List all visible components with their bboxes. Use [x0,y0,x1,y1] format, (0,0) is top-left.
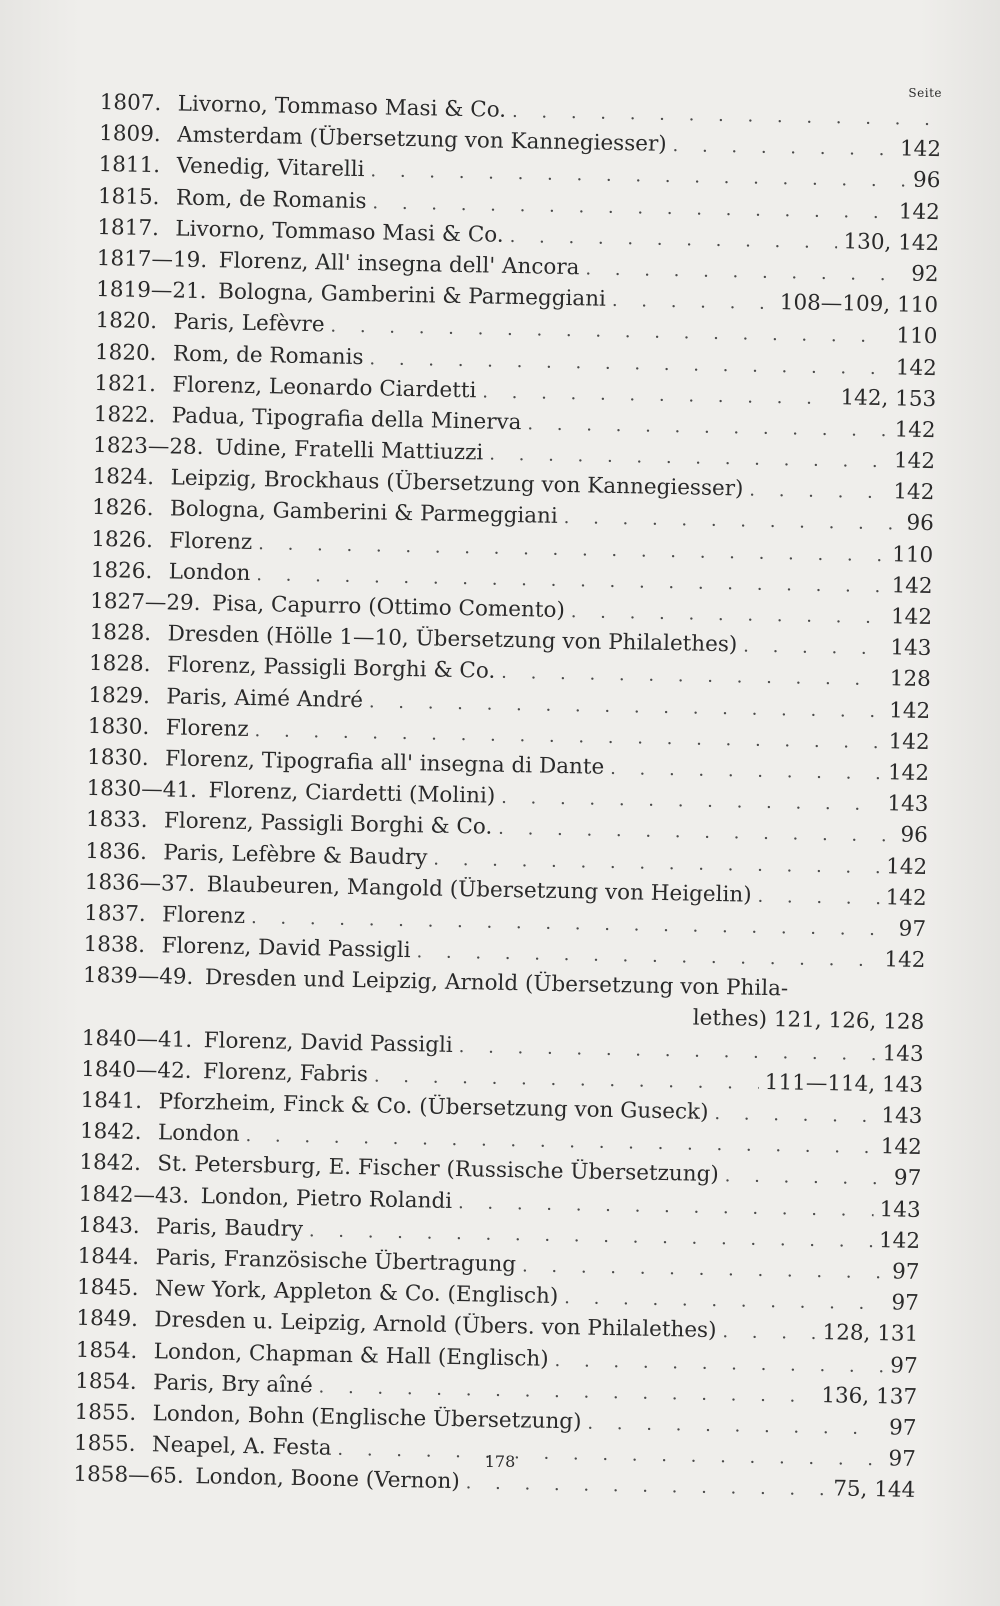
edition-publisher: Florenz [169,528,253,555]
edition-publisher: Bologna, Gamberini & Parmeggiani [217,279,607,312]
edition-year: 1821. [94,370,157,397]
dot-leader [587,1412,883,1439]
dot-leader [459,1036,877,1065]
dot-leader [522,1255,886,1283]
page-reference: 142, 153 [840,384,937,412]
edition-year: 1854. [74,1368,138,1395]
page-reference: 92 [911,261,939,288]
dot-leader [564,1287,886,1314]
dot-leader [489,444,888,473]
dot-leader [554,1349,884,1376]
edition-publisher: Paris, Aimé André [166,683,364,713]
edition-year: 1855. [73,1430,136,1457]
edition-year: 1819—21. [95,277,207,305]
page-reference: 97 [898,916,927,942]
dot-leader [749,480,887,504]
edition-year: 1820. [94,339,157,366]
edition-year: 1855. [74,1399,137,1426]
edition-year: 1845. [76,1274,139,1302]
dot-leader [416,941,878,971]
edition-year: 1858—65. [73,1461,185,1490]
edition-publisher: Padua, Tipografia della Minerva [171,403,522,436]
page-reference: 97 [890,1352,918,1379]
dot-leader [374,1065,759,1093]
dot-leader [482,381,835,409]
edition-year: 1822. [93,401,156,428]
dot-leader [318,1376,815,1407]
edition-year: 1840—41. [81,1025,193,1053]
edition-publisher: Florenz, Tipografia all' insegna di Dante [164,746,605,780]
dot-leader [757,885,879,908]
edition-publisher: Bologna, Gamberini & Parmeggiani [169,496,559,530]
edition-publisher: Pforzheim, Finck & Co. (Übersetzung von Guseck) [158,1089,709,1125]
edition-publisher: London, Boone (Vernon) [195,1464,460,1495]
page-reference: 142 [885,853,928,880]
dot-leader [527,413,888,441]
page-reference: 130, 142 [843,229,940,256]
edition-publisher: Livorno, Tommaso Masi & Co. [175,216,504,248]
edition-publisher: Venedig, Vitarelli [176,153,365,183]
page-reference: 97 [891,1290,920,1317]
dot-leader [369,691,884,722]
edition-publisher: London [168,559,251,586]
edition-year: 1833. [85,807,148,834]
dot-leader [743,636,885,660]
edition-year: 1815. [97,183,160,210]
dot-leader [714,1103,875,1127]
page-reference: 142 [893,479,935,506]
edition-year: 1842. [79,1118,142,1146]
page-reference: 142 [895,354,938,381]
page-reference: 128, 131 [822,1320,919,1348]
dot-leader [501,662,884,690]
page-reference: 110 [896,323,938,350]
edition-year: 1809. [98,121,161,148]
edition-publisher: Rom, de Romanis [172,340,364,370]
page-reference: 142 [891,573,933,599]
edition-year: 1828. [88,651,151,678]
dot-leader [433,848,880,878]
dot-leader [672,135,894,160]
dot-leader [512,101,936,130]
page-reference: 142 [899,136,942,163]
edition-publisher: Florenz [165,715,249,742]
edition-publisher: Florenz, David Passigli [203,1027,454,1058]
edition-publisher: Leipzig, Brockhaus (Übersetzung von Kannegiesser) [170,465,744,502]
edition-year: 1829. [88,682,151,709]
dot-leader [465,1473,827,1501]
edition-year: 1826. [90,557,153,584]
edition-year: 1842. [79,1150,142,1177]
page-reference: 142 [884,947,926,974]
dot-leader [369,348,890,379]
edition-publisher: Blaubeuren, Mangold (Übersetzung von Heigelin) [206,871,752,908]
edition-year: 1830—41. [86,775,198,804]
edition-year: 1827—29. [89,588,201,617]
edition-year: 1830. [86,744,149,771]
page-reference: 75, 144 [832,1476,916,1504]
edition-publisher: London, Pietro Rolandi [200,1183,453,1214]
dot-leader [725,1166,889,1190]
list-item-continuation: lethes) 121, 126, 128 [692,1005,925,1036]
edition-year: 1826. [91,526,154,553]
edition-publisher: London [157,1120,240,1148]
dot-leader [612,290,774,314]
dot-leader [610,758,882,784]
edition-publisher: Dresden u. Leipzig, Arnold (Übers. von Philalethes) [154,1307,717,1344]
edition-publisher: Florenz, Ciardetti (Molini) [208,778,496,809]
edition-publisher: Udine, Fratelli Mattiuzzi [214,435,484,466]
page-reference: 97 [888,1415,917,1441]
page-reference: 96 [912,168,941,194]
dot-leader [585,258,905,285]
edition-publisher: St. Petersburg, E. Fischer (Russische Übersetzung) [157,1151,719,1188]
page-reference: 142 [885,884,927,911]
edition-year: 1841. [80,1087,143,1114]
dot-leader [372,192,893,223]
edition-publisher: Pisa, Capurro (Ottimo Comento) [211,591,566,624]
edition-year: 1843. [77,1212,140,1239]
seite-column-label: Seite [908,86,942,100]
page-reference: 142 [893,448,936,475]
edition-year: 1840—42. [80,1056,192,1084]
dot-leader [722,1321,816,1344]
page-reference: 142 [880,1134,923,1161]
page-reference: 111—114, 143 [764,1069,924,1098]
page-reference: 142 [890,604,933,631]
edition-year: 1823—28. [92,432,204,461]
page-reference: 128 [889,666,932,693]
edition-publisher: Florenz, All' insegna dell' Ancora [218,248,580,281]
page-reference: 110 [891,541,934,568]
page-reference: 96 [906,511,935,537]
edition-year: 1817. [97,214,160,241]
edition-year: 1842—43. [78,1181,190,1209]
edition-year: 1820. [95,308,158,335]
edition-year: 1854. [75,1337,138,1364]
edition-year: 1824. [92,464,155,491]
edition-year: 1817—19. [96,245,208,274]
edition-publisher: London, Bohn (Englische Übersetzung) [152,1401,582,1435]
edition-publisher: Paris, Baudry [155,1214,304,1242]
edition-year: 1807. [99,90,162,117]
edition-publisher: Dresden (Hölle 1—10, Übersetzung von Philalethes) [167,621,738,658]
edition-publisher: Florenz [161,902,246,929]
edition-year: 1836—37. [84,869,196,897]
page-reference: 143 [879,1196,921,1223]
dot-leader [564,507,901,534]
edition-year: 1830. [87,713,150,740]
page-reference: 143 [881,1103,923,1129]
edition-year: 1837. [83,900,146,927]
page-reference: 97 [891,1259,920,1285]
edition-year: 1828. [89,620,152,647]
dot-leader [458,1192,874,1221]
edition-publisher: Amsterdam (Übersetzung von Kannegiesser) [176,122,667,158]
edition-publisher: Rom, de Romanis [175,185,367,214]
edition-publisher: London, Chapman & Hall (Englisch) [153,1338,549,1372]
dot-leader [571,601,886,628]
page-reference: 97 [893,1165,922,1192]
edition-publisher: Dresden und Leipzig, Arnold (Übersetzung von Phila- [204,965,789,1002]
page-reference: 142 [894,417,936,443]
page-reference: 108—109, 110 [779,290,939,319]
edition-publisher: Paris, Französische Übertragung [155,1245,517,1278]
edition-publisher: Florenz, Fabris [202,1058,369,1088]
edition-list [73,90,942,1509]
page-reference: 142 [888,729,930,755]
edition-publisher: Florenz, Passigli Borghi & Co. [166,652,496,685]
edition-publisher: Paris, Lefèvre [173,309,325,338]
page-reference: 143 [882,1040,924,1067]
edition-year: 1826. [91,495,154,522]
page-reference: 142 [888,697,931,724]
edition-publisher: Florenz, David Passigli [161,933,411,964]
dot-leader [498,818,895,847]
edition-publisher: Paris, Lefèbre & Baudry [163,839,428,870]
page-reference: 96 [900,822,929,849]
edition-publisher: Paris, Bry aîné [152,1369,313,1399]
dot-leader [509,226,837,253]
page-reference: 97 [888,1446,917,1472]
edition-publisher: Florenz, Passigli Borghi & Co. [163,808,493,840]
page-reference: 142 [878,1227,921,1254]
edition-year: 1836. [85,838,148,865]
page-number: 178 [484,1452,516,1471]
edition-publisher: Florenz, Leonardo Ciardetti [172,372,477,403]
page-reference: 143 [887,791,929,818]
edition-year: 1844. [77,1243,140,1270]
edition-year: 1849. [76,1306,139,1333]
page-reference: 136, 137 [821,1382,918,1410]
page-reference: 143 [890,635,932,662]
page-reference: 142 [887,760,930,786]
edition-year: 1811. [98,152,161,179]
edition-publisher: New York, Appleton & Co. (Englisch) [154,1276,559,1310]
edition-publisher: Livorno, Tommaso Masi & Co. [177,91,507,123]
page-reference: 142 [898,198,941,225]
edition-publisher: Neapel, A. Festa [151,1432,332,1461]
edition-year: 1839—49. [82,963,194,991]
dot-leader [501,787,882,815]
edition-year: 1838. [83,931,146,959]
